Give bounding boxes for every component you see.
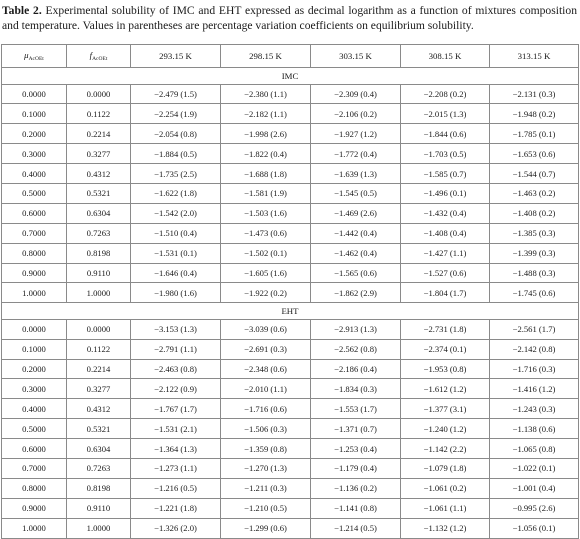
cell-f: 0.2214 <box>67 359 131 379</box>
table-row <box>2 203 579 223</box>
cell-log-solubility: −1.545 (0.5) <box>311 183 401 203</box>
cell-f: 0.9110 <box>67 498 131 518</box>
cell-f: 0.6304 <box>67 203 131 223</box>
header-temp: 303.15 K <box>311 45 401 68</box>
cell-mu: 0.8000 <box>2 478 67 498</box>
cell-f: 0.3277 <box>67 379 131 399</box>
cell-log-solubility: −1.844 (0.6) <box>401 124 490 144</box>
cell-f: 0.5321 <box>67 183 131 203</box>
cell-mu: 0.4000 <box>2 164 67 184</box>
cell-mu: 0.5000 <box>2 419 67 439</box>
cell-log-solubility: −1.785 (0.1) <box>490 124 579 144</box>
cell-log-solubility: −2.791 (1.1) <box>131 339 221 359</box>
cell-log-solubility: −1.688 (1.8) <box>221 164 311 184</box>
cell-f: 0.4312 <box>67 399 131 419</box>
cell-log-solubility: −2.254 (1.9) <box>131 104 221 124</box>
cell-log-solubility: −1.141 (0.8) <box>311 498 401 518</box>
cell-log-solubility: −1.022 (0.1) <box>490 459 579 479</box>
cell-log-solubility: −1.948 (0.2) <box>490 104 579 124</box>
cell-log-solubility: −1.653 (0.6) <box>490 144 579 164</box>
cell-log-solubility: −1.061 (0.2) <box>401 478 490 498</box>
table-row <box>2 164 579 184</box>
section-header-row <box>2 303 579 320</box>
table-row <box>2 263 579 283</box>
cell-log-solubility: −1.273 (1.1) <box>131 459 221 479</box>
cell-log-solubility: −1.359 (0.8) <box>221 439 311 459</box>
cell-f: 1.0000 <box>67 518 131 538</box>
cell-f: 1.0000 <box>67 283 131 303</box>
cell-log-solubility: −2.010 (1.1) <box>221 379 311 399</box>
table-row <box>2 439 579 459</box>
cell-log-solubility: −3.153 (1.3) <box>131 319 221 339</box>
section-label: EHT <box>2 303 579 320</box>
cell-f: 0.4312 <box>67 164 131 184</box>
cell-mu: 0.8000 <box>2 243 67 263</box>
cell-log-solubility: −1.745 (0.6) <box>490 283 579 303</box>
cell-mu: 0.7000 <box>2 223 67 243</box>
cell-log-solubility: −1.408 (0.4) <box>401 223 490 243</box>
cell-log-solubility: −1.253 (0.4) <box>311 439 401 459</box>
cell-log-solubility: −1.496 (0.1) <box>401 183 490 203</box>
cell-mu: 0.6000 <box>2 439 67 459</box>
table-body <box>2 68 579 539</box>
table-row <box>2 399 579 419</box>
cell-log-solubility: −1.553 (1.7) <box>311 399 401 419</box>
cell-log-solubility: −1.179 (0.4) <box>311 459 401 479</box>
cell-mu: 1.0000 <box>2 518 67 538</box>
cell-log-solubility: −2.208 (0.2) <box>401 84 490 104</box>
cell-log-solubility: −1.061 (1.1) <box>401 498 490 518</box>
cell-log-solubility: −1.473 (0.6) <box>221 223 311 243</box>
cell-log-solubility: −2.479 (1.5) <box>131 84 221 104</box>
cell-log-solubility: −2.122 (0.9) <box>131 379 221 399</box>
cell-log-solubility: −1.927 (1.2) <box>311 124 401 144</box>
cell-log-solubility: −1.326 (2.0) <box>131 518 221 538</box>
cell-log-solubility: −1.211 (0.3) <box>221 478 311 498</box>
cell-log-solubility: −2.731 (1.8) <box>401 319 490 339</box>
cell-log-solubility: −2.691 (0.3) <box>221 339 311 359</box>
cell-log-solubility: −1.136 (0.2) <box>311 478 401 498</box>
cell-log-solubility: −2.374 (0.1) <box>401 339 490 359</box>
cell-log-solubility: −1.408 (0.2) <box>490 203 579 223</box>
cell-log-solubility: −1.427 (1.1) <box>401 243 490 263</box>
table-row <box>2 419 579 439</box>
cell-log-solubility: −1.270 (1.3) <box>221 459 311 479</box>
cell-log-solubility: −2.913 (1.3) <box>311 319 401 339</box>
cell-log-solubility: −1.646 (0.4) <box>131 263 221 283</box>
cell-log-solubility: −1.998 (2.6) <box>221 124 311 144</box>
section-header-row <box>2 68 579 85</box>
cell-log-solubility: −1.385 (0.3) <box>490 223 579 243</box>
table-row <box>2 478 579 498</box>
cell-log-solubility: −1.639 (1.3) <box>311 164 401 184</box>
cell-log-solubility: −1.735 (2.5) <box>131 164 221 184</box>
cell-f: 0.5321 <box>67 419 131 439</box>
cell-f: 0.8198 <box>67 478 131 498</box>
cell-log-solubility: −1.542 (2.0) <box>131 203 221 223</box>
table-row <box>2 379 579 399</box>
table-row <box>2 223 579 243</box>
cell-log-solubility: −2.186 (0.4) <box>311 359 401 379</box>
cell-log-solubility: −1.299 (0.6) <box>221 518 311 538</box>
header-row <box>2 45 579 68</box>
cell-mu: 0.1000 <box>2 339 67 359</box>
cell-mu: 0.3000 <box>2 379 67 399</box>
cell-log-solubility: −1.834 (0.3) <box>311 379 401 399</box>
cell-f: 0.7263 <box>67 459 131 479</box>
cell-log-solubility: −2.054 (0.8) <box>131 124 221 144</box>
cell-log-solubility: −1.216 (0.5) <box>131 478 221 498</box>
cell-log-solubility: −1.884 (0.5) <box>131 144 221 164</box>
cell-mu: 0.5000 <box>2 183 67 203</box>
cell-log-solubility: −1.221 (1.8) <box>131 498 221 518</box>
cell-log-solubility: −1.772 (0.4) <box>311 144 401 164</box>
cell-log-solubility: −1.463 (0.2) <box>490 183 579 203</box>
cell-log-solubility: −1.953 (0.8) <box>401 359 490 379</box>
cell-f: 0.6304 <box>67 439 131 459</box>
cell-log-solubility: −2.142 (0.8) <box>490 339 579 359</box>
cell-f: 0.7263 <box>67 223 131 243</box>
cell-log-solubility: −1.980 (1.6) <box>131 283 221 303</box>
cell-mu: 0.6000 <box>2 203 67 223</box>
cell-mu: 0.1000 <box>2 104 67 124</box>
cell-mu: 0.9000 <box>2 263 67 283</box>
cell-mu: 0.0000 <box>2 84 67 104</box>
cell-log-solubility: −1.001 (0.4) <box>490 478 579 498</box>
cell-log-solubility: −1.210 (0.5) <box>221 498 311 518</box>
header-f: $f_{AcOEt}$ <box>67 45 131 68</box>
cell-f: 0.1122 <box>67 104 131 124</box>
table-row <box>2 104 579 124</box>
header-temp: 293.15 K <box>131 45 221 68</box>
cell-log-solubility: −1.703 (0.5) <box>401 144 490 164</box>
table-row <box>2 498 579 518</box>
cell-log-solubility: −2.562 (0.8) <box>311 339 401 359</box>
cell-f: 0.3277 <box>67 144 131 164</box>
solubility-table <box>1 44 579 539</box>
cell-log-solubility: −2.182 (1.1) <box>221 104 311 124</box>
cell-log-solubility: −1.510 (0.4) <box>131 223 221 243</box>
cell-log-solubility: −1.716 (0.3) <box>490 359 579 379</box>
cell-log-solubility: −1.462 (0.4) <box>311 243 401 263</box>
cell-log-solubility: −1.214 (0.5) <box>311 518 401 538</box>
cell-log-solubility: −1.581 (1.9) <box>221 183 311 203</box>
cell-f: 0.9110 <box>67 263 131 283</box>
cell-log-solubility: −1.416 (1.2) <box>490 379 579 399</box>
table-row <box>2 319 579 339</box>
section-label: IMC <box>2 68 579 85</box>
cell-mu: 0.2000 <box>2 124 67 144</box>
table-caption <box>2 3 577 33</box>
cell-log-solubility: −2.015 (1.3) <box>401 104 490 124</box>
cell-log-solubility: −1.079 (1.8) <box>401 459 490 479</box>
cell-log-solubility: −1.488 (0.3) <box>490 263 579 283</box>
cell-log-solubility: −1.767 (1.7) <box>131 399 221 419</box>
cell-mu: 0.0000 <box>2 319 67 339</box>
caption-text: Experimental solubility of IMC and EHT expressed as decimal logarithm as a function of mixtures composition and temperature. Values in parentheses are percentage variation coefficients on equilibrium solubility. <box>2 4 577 32</box>
cell-log-solubility: −2.348 (0.6) <box>221 359 311 379</box>
cell-mu: 1.0000 <box>2 283 67 303</box>
cell-mu: 0.7000 <box>2 459 67 479</box>
cell-log-solubility: −2.561 (1.7) <box>490 319 579 339</box>
cell-log-solubility: −3.039 (0.6) <box>221 319 311 339</box>
table-row <box>2 339 579 359</box>
cell-log-solubility: −1.132 (1.2) <box>401 518 490 538</box>
cell-f: 0.0000 <box>67 319 131 339</box>
cell-log-solubility: −1.804 (1.7) <box>401 283 490 303</box>
cell-log-solubility: −2.106 (0.2) <box>311 104 401 124</box>
table-row <box>2 144 579 164</box>
table-row <box>2 243 579 263</box>
cell-log-solubility: −1.922 (0.2) <box>221 283 311 303</box>
cell-log-solubility: −1.531 (0.1) <box>131 243 221 263</box>
cell-log-solubility: −2.463 (0.8) <box>131 359 221 379</box>
cell-f: 0.8198 <box>67 243 131 263</box>
table-row <box>2 359 579 379</box>
header-mu: $\mu_{AcOEt}$ <box>2 45 67 68</box>
table-row <box>2 84 579 104</box>
table-row <box>2 183 579 203</box>
cell-log-solubility: −1.527 (0.6) <box>401 263 490 283</box>
cell-log-solubility: −0.995 (2.6) <box>490 498 579 518</box>
cell-log-solubility: −1.432 (0.4) <box>401 203 490 223</box>
cell-log-solubility: −2.131 (0.3) <box>490 84 579 104</box>
cell-log-solubility: −1.565 (0.6) <box>311 263 401 283</box>
cell-mu: 0.2000 <box>2 359 67 379</box>
cell-mu: 0.9000 <box>2 498 67 518</box>
cell-log-solubility: −1.503 (1.6) <box>221 203 311 223</box>
cell-log-solubility: −1.716 (0.6) <box>221 399 311 419</box>
cell-log-solubility: −1.469 (2.6) <box>311 203 401 223</box>
cell-log-solubility: −1.506 (0.3) <box>221 419 311 439</box>
header-temp: 308.15 K <box>401 45 490 68</box>
cell-log-solubility: −1.502 (0.1) <box>221 243 311 263</box>
cell-mu: 0.4000 <box>2 399 67 419</box>
cell-log-solubility: −1.142 (2.2) <box>401 439 490 459</box>
cell-log-solubility: −1.442 (0.4) <box>311 223 401 243</box>
cell-log-solubility: −1.377 (3.1) <box>401 399 490 419</box>
cell-f: 0.0000 <box>67 84 131 104</box>
cell-log-solubility: −2.380 (1.1) <box>221 84 311 104</box>
cell-log-solubility: −1.399 (0.3) <box>490 243 579 263</box>
cell-log-solubility: −1.531 (2.1) <box>131 419 221 439</box>
cell-log-solubility: −1.065 (0.8) <box>490 439 579 459</box>
cell-f: 0.1122 <box>67 339 131 359</box>
header-temp: 313.15 K <box>490 45 579 68</box>
table-row <box>2 518 579 538</box>
cell-log-solubility: −1.243 (0.3) <box>490 399 579 419</box>
cell-f: 0.2214 <box>67 124 131 144</box>
cell-mu: 0.3000 <box>2 144 67 164</box>
table-row <box>2 459 579 479</box>
cell-log-solubility: −1.622 (1.8) <box>131 183 221 203</box>
table-row <box>2 124 579 144</box>
table-row <box>2 283 579 303</box>
cell-log-solubility: −1.056 (0.1) <box>490 518 579 538</box>
caption-label: Table 2. <box>2 4 42 17</box>
cell-log-solubility: −1.605 (1.6) <box>221 263 311 283</box>
cell-log-solubility: −1.240 (1.2) <box>401 419 490 439</box>
header-temp: 298.15 K <box>221 45 311 68</box>
cell-log-solubility: −1.822 (0.4) <box>221 144 311 164</box>
cell-log-solubility: −1.862 (2.9) <box>311 283 401 303</box>
cell-log-solubility: −1.544 (0.7) <box>490 164 579 184</box>
cell-log-solubility: −1.612 (1.2) <box>401 379 490 399</box>
cell-log-solubility: −1.371 (0.7) <box>311 419 401 439</box>
cell-log-solubility: −1.364 (1.3) <box>131 439 221 459</box>
cell-log-solubility: −2.309 (0.4) <box>311 84 401 104</box>
cell-log-solubility: −1.138 (0.6) <box>490 419 579 439</box>
cell-log-solubility: −1.585 (0.7) <box>401 164 490 184</box>
